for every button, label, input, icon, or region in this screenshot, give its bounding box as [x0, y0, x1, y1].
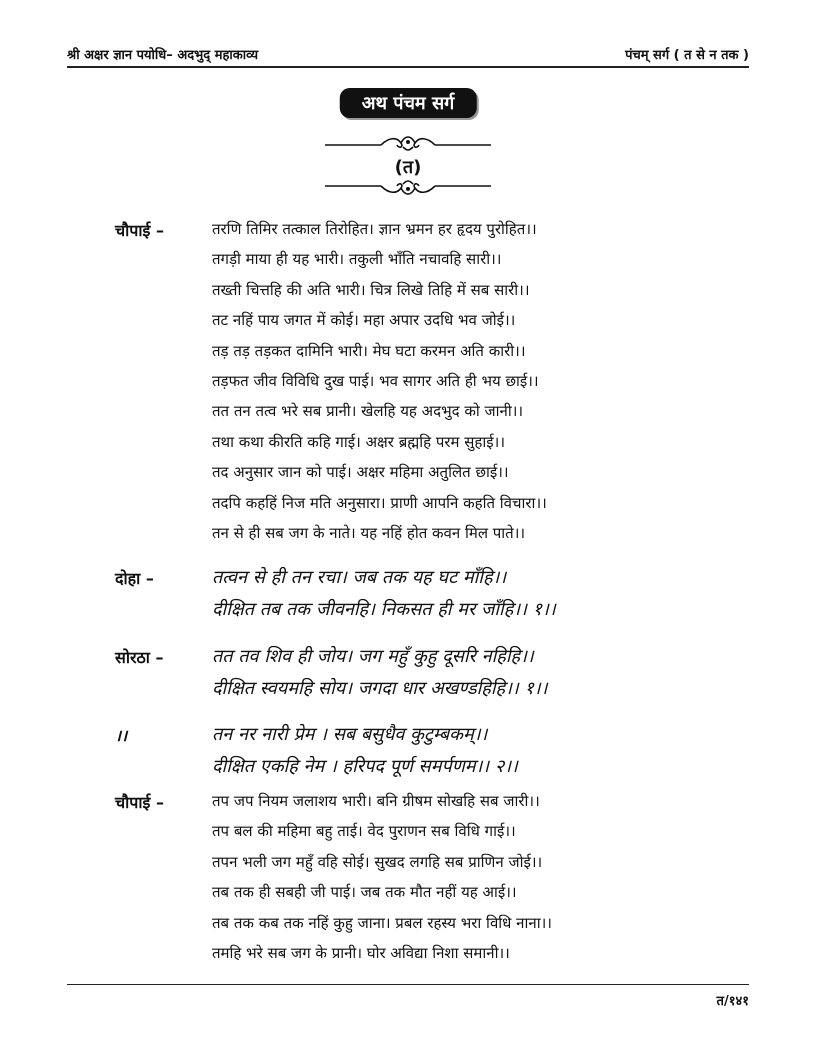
chapter-title: अथ पंचम सर्ग [340, 88, 477, 118]
header-book-title: श्री अक्षर ज्ञान पयोधि– अदभुद् महाकाव्य [67, 48, 259, 63]
verse-line: तब तक कब तक नहिं कुहु जाना। प्रबल रहस्य भरा विधि नाना।। [212, 914, 552, 932]
verse-line: तपन भली जग महुँ वहि सोई। सुखद लगहि सब प्राणिन जोई।। [212, 853, 543, 871]
verse-line: तरणि तिमिर तत्काल तिरोहित। ज्ञान भ्रमन हर हृदय पुरोहित।। [212, 220, 537, 238]
verse-label: चौपाई – [115, 221, 164, 240]
verse-line: तत्वन से ही तन रचा। जब तक यह घट माँहि।। [212, 567, 507, 588]
running-header [67, 42, 749, 66]
page-number: त/१४१ [716, 994, 749, 1009]
flourish-ornament-icon [323, 178, 493, 198]
verse-line: तब तक ही सबही जी पाई। जब तक मौत नहीं यह आई।। [212, 883, 517, 901]
verse-line: तथा कथा कीरति कहि गाई। अक्षर ब्रह्महि परम सुहाई।। [212, 433, 506, 451]
verse-line: तप जप नियम जलाशय भारी। बनि ग्रीषम सोखहि सब जारी।। [212, 792, 540, 810]
verse-line: तट नहिं पाय जगत में कोई। महा अपार उदधि भव जोई।। [212, 311, 516, 329]
verse-label: चौपाई – [115, 793, 164, 812]
verse-line: तदपि कहहिं निज मति अनुसारा। प्राणी आपनि कहति विचारा।। [212, 494, 547, 512]
verse-line: तप बल की महिमा बहु ताई। वेद पुराणन सब विधि गाई।। [212, 822, 516, 840]
verse-line: तमहि भरे सब जग के प्रानी। घोर अविद्या निशा समानी।। [212, 944, 510, 962]
verse-line: दीक्षित तब तक जीवनहि। निकसत ही मर जाँहि।। १।। [212, 599, 556, 620]
verse-line: दीक्षित स्वयमहि सोय। जगदा धार अखण्डहिहि।। १।। [212, 678, 548, 699]
header-chapter-title: पंचम् सर्ग ( त से न तक ) [625, 48, 749, 63]
flourish-ornament-icon [323, 133, 493, 153]
verse-line: तद अनुसार जान को पाई। अक्षर महिमा अतुलित छाई।। [212, 463, 509, 481]
verse-label: ।। [115, 726, 128, 745]
footer-rule [67, 984, 749, 985]
verse-line: तगड़ी माया ही यह भारी। तकुली भाँति नचावहि सारी।। [212, 250, 502, 268]
verse-line: तन नर नारी प्रेम । सब बसुधैव कुटुम्बकम्।। [212, 724, 488, 745]
verse-label: दोहा – [115, 569, 154, 588]
verse-line: तड़ तड़ तड़कत दामिनि भारी। मेघ घटा करमन अति कारी।। [212, 342, 526, 360]
verse-line: तख्ती चित्तहि की अति भारी। चित्र लिखे तिहि में सब सारी।। [212, 281, 530, 299]
verse-line: दीक्षित एकहि नेम । हरिपद पूर्ण समर्पणम।। २।। [212, 756, 518, 777]
verse-line: तत तन तत्व भरे सब प्रानी। खेलहि यह अदभुद को जानी।। [212, 402, 524, 420]
verse-line: तत तव शिव ही जोय। जग महुँ कुहु दूसरि नहिहि।। [212, 646, 534, 667]
section-letter: (त) [394, 157, 422, 178]
verse-line: तन से ही सब जग के नाते। यह नहिं होत कवन मिल पाते।। [212, 524, 526, 542]
header-rule [67, 66, 749, 68]
verse-label: सोरठा – [115, 648, 164, 667]
verse-line: तड़फत जीव विविधि दुख पाई। भव सागर अति ही भय छाई।। [212, 372, 539, 390]
